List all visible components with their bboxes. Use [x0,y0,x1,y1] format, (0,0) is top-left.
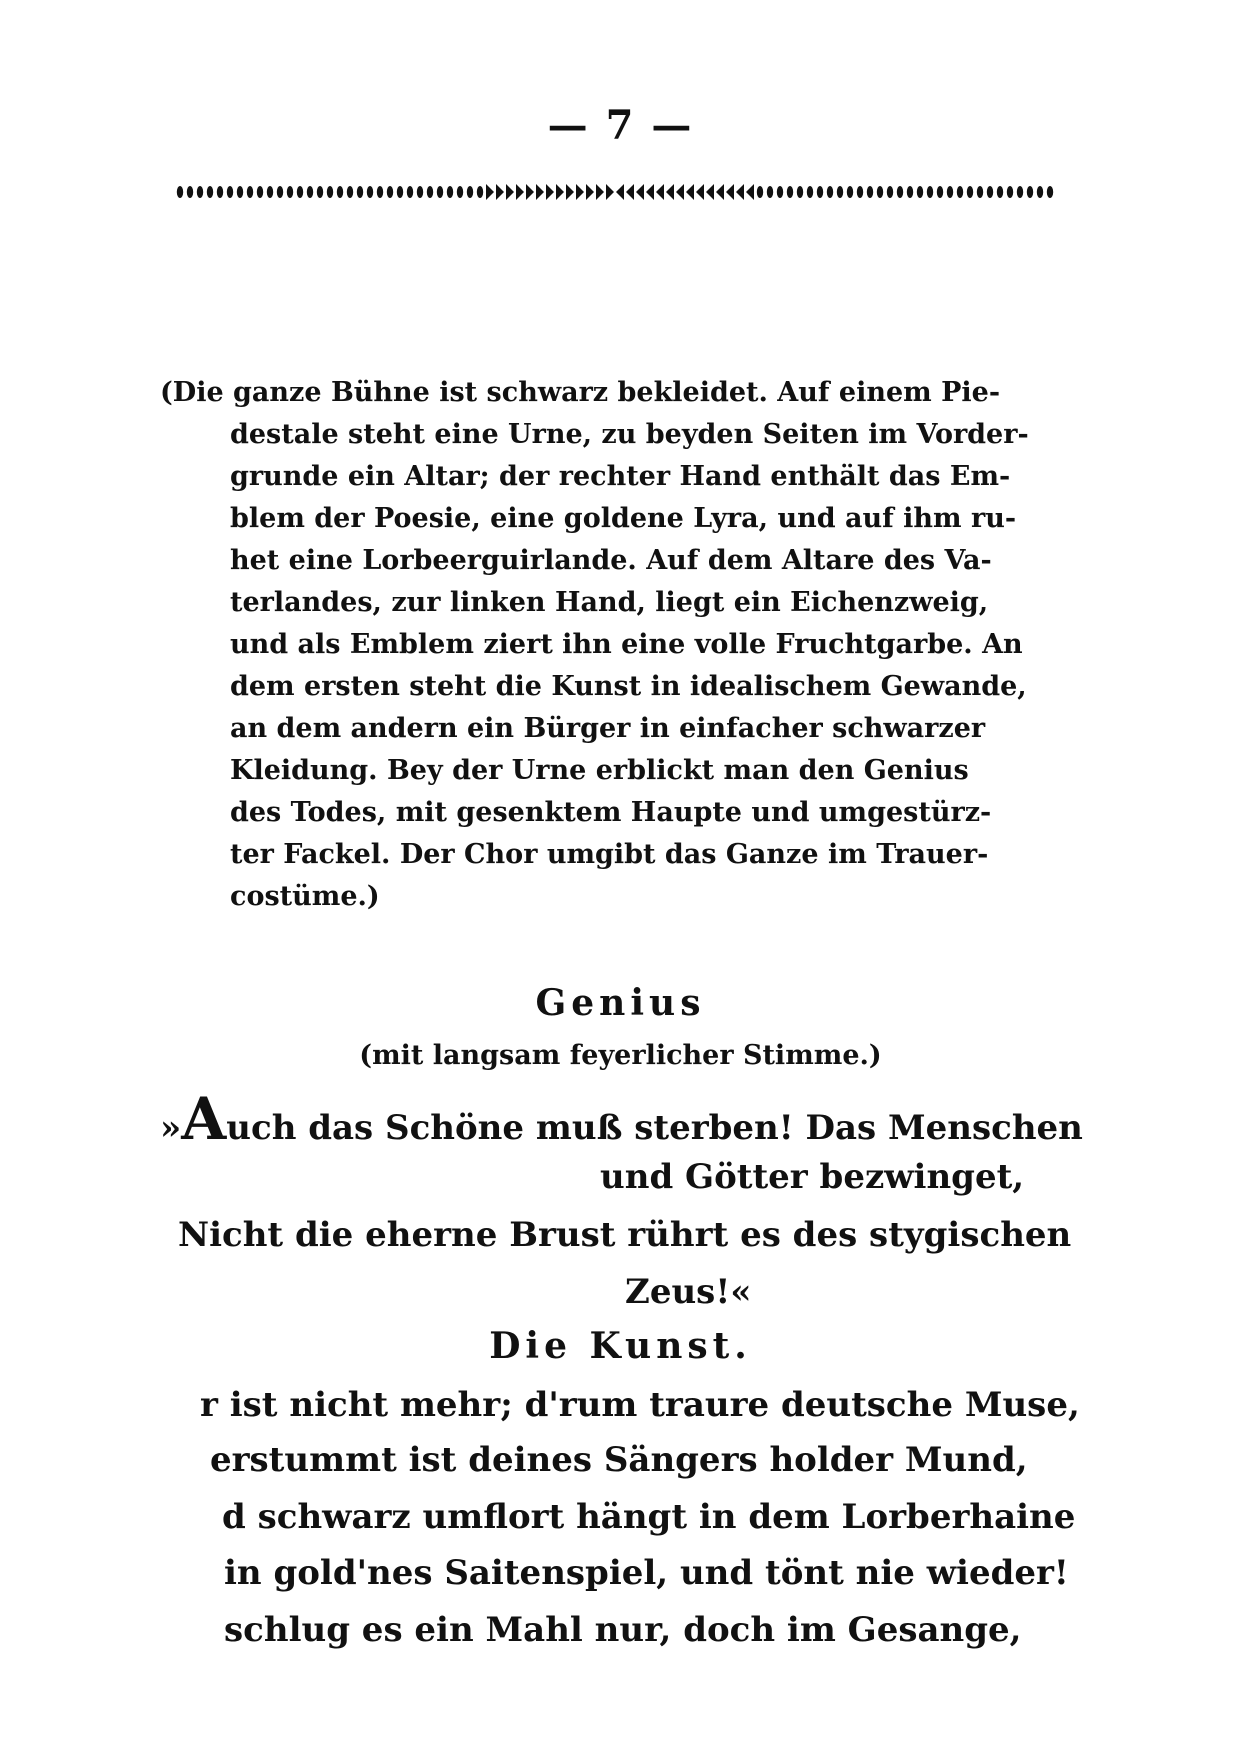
kunst-verse-line: in gold'nes Saitenspiel, und tönt nie wieder! [224,1553,1069,1593]
stage-line: blem der Poesie, eine goldene Lyra, und auf ihm ru- [230,503,1017,534]
stage-line: und als Emblem ziert ihn eine volle Fruchtgarbe. An [230,629,1023,660]
genius-verse-line-2: und Götter bezwinget, [600,1157,1025,1197]
stage-line: het eine Lorbeerguirlande. Auf dem Altare des Va- [230,545,992,576]
drop-initial: A [181,1085,227,1153]
stage-line: an dem andern ein Bürger in einfacher schwarzer [230,713,986,744]
stage-direction [160,372,1080,918]
stage-direction-voice: (mit langsam feyerlicher Stimme.) [359,1040,882,1071]
kunst-verse-line: erstummt ist deines Sängers holder Mund, [210,1440,1028,1480]
stage-line: dem ersten steht die Kunst in idealischem Gewande, [230,671,1027,702]
kunst-verse-line: schlug es ein Mahl nur, doch im Gesange, [224,1610,1022,1650]
genius-verse-line-3: Nicht die eherne Brust rührt es des stygischen [178,1215,1072,1255]
speaker-genius: Genius [535,982,706,1024]
stage-line: Kleidung. Bey der Urne erblickt man den Genius [230,755,969,786]
ornament-rule [175,178,1055,206]
stage-line: destale steht eine Urne, zu beyden Seiten im Vorder- [230,419,1029,450]
genius-verse-line-4: Zeus!« [625,1272,752,1312]
kunst-verse-line: r ist nicht mehr; d'rum traure deutsche Muse, [200,1385,1080,1425]
stage-line: costüme.) [230,881,380,912]
stage-line: (Die ganze Bühne ist schwarz bekleidet. Auf einem Pie- [160,377,1001,408]
speaker-kunst: Die Kunst. [489,1325,752,1367]
genius-verse-line-1 [160,1085,1083,1153]
stage-line: ter Fackel. Der Chor umgibt das Ganze im Trauer- [230,839,989,870]
verse-text: uch das Schöne muß sterben! Das Menschen [226,1108,1083,1148]
quote-open: » [160,1108,182,1148]
stage-line: des Todes, mit gesenktem Haupte und umgestürz- [230,797,992,828]
page-number: — 7 — [547,102,694,149]
kunst-verse-line: d schwarz umflort hängt in dem Lorberhaine [222,1497,1076,1537]
stage-line: grunde ein Altar; der rechter Hand enthält das Em- [230,461,1011,492]
stage-line: terlandes, zur linken Hand, liegt ein Eichenzweig, [230,587,989,618]
